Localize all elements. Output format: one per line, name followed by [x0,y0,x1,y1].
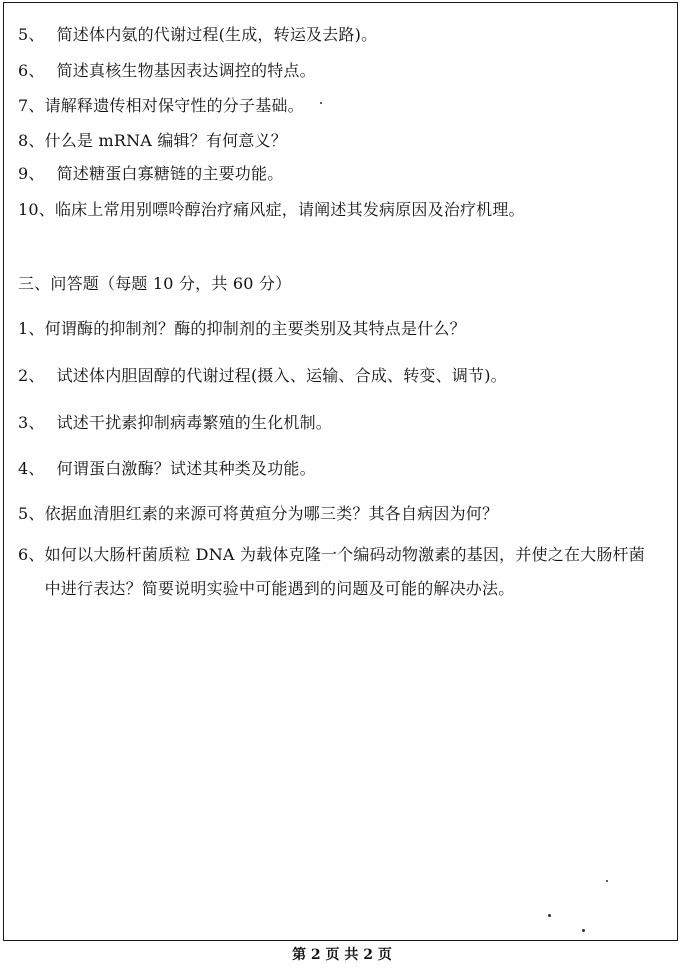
question-text: 依据血清胆红素的来源可将黄疸分为哪三类？其各自病因为何？ [44,504,499,523]
question-text: 简述真核生物基因表达调控的特点。 [56,61,316,80]
section-heading: 三、问答题（每题 10 分，共 60 分） [18,274,292,293]
question-number: 3、 [18,413,45,432]
question-item [18,366,507,386]
question-number: 5、 [18,504,45,523]
question-item [18,25,377,45]
question-text: 简述糖蛋白寡糖链的主要功能。 [56,164,284,183]
question-item [18,538,663,606]
scan-speck [606,880,608,882]
question-text: 试述体内胆固醇的代谢过程(摄入、运输、合成、转变、调节)。 [56,366,507,385]
question-number: 1、 [18,319,45,338]
question-text: 试述干扰素抑制病毒繁殖的生化机制。 [56,413,332,432]
scan-speck [320,102,322,104]
question-text: 临床上常用别嘌呤醇治疗痛风症，请阐述其发病原因及治疗机理。 [54,200,525,219]
question-number: 8、 [18,131,45,150]
page-footer: 第 2 页 共 2 页 [292,947,392,963]
question-number: 10、 [18,200,55,219]
question-text: 何谓蛋白激酶？试述其种类及功能。 [56,459,316,478]
question-item [18,413,332,433]
question-number: 6、 [18,545,45,564]
question-text: 何谓酶的抑制剂？酶的抑制剂的主要类别及其特点是什么？ [44,319,466,338]
question-item [18,96,304,116]
question-number: 4、 [18,459,45,478]
question-text: 什么是 mRNA 编辑？有何意义？ [44,131,287,150]
question-text: 简述体内氨的代谢过程(生成，转运及去路)。 [56,25,378,44]
question-number: 2、 [18,366,45,385]
question-item [18,164,283,184]
question-item [18,319,466,339]
question-number: 7、 [18,96,45,115]
question-number: 6、 [18,61,45,80]
question-item [18,200,525,220]
question-text: 请解释遗传相对保守性的分子基础。 [44,96,304,115]
scan-speck [548,914,551,917]
question-item [18,131,287,151]
question-number: 9、 [18,164,45,183]
question-number: 5、 [18,25,45,44]
question-item [18,61,316,81]
question-item [18,459,316,479]
question-item [18,504,498,524]
scan-speck [582,929,585,932]
question-text: 如何以大肠杆菌质粒 DNA 为载体克隆一个编码动物激素的基因，并使之在大肠杆菌中进行表达？简要说明实验中可能遇到的问题及可能的解决办法。 [44,545,645,598]
